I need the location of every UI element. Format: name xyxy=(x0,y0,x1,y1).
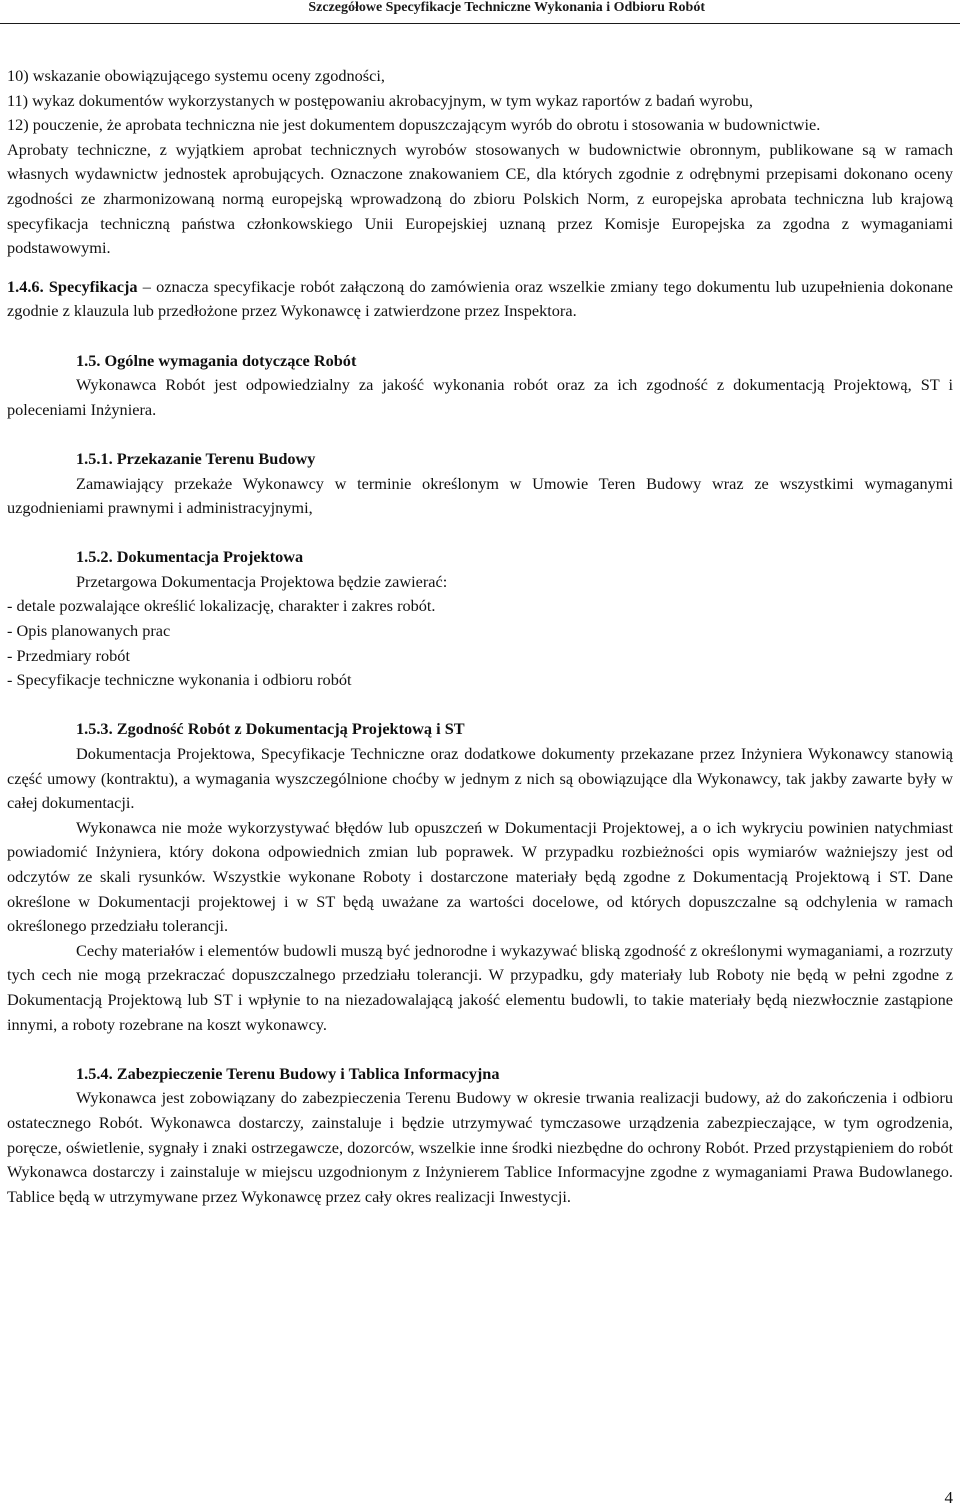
section-1-5-1-text: Zamawiający przekaże Wykonawcy w terminie określonym w Umowie Teren Budowy wraz ze wszystkimi wymaganymi uzgodnieniami prawnymi i administracyjnymi, xyxy=(7,473,953,518)
section-1-5-3-p3: Cechy materiałów i elementów budowli muszą być jednorodne i wykazywać bliską zgodność z określonymi wymaganiami, a rozrzuty tych cech nie mogą przekraczać dopuszczalnego przedziału tolerancji. W przypadku, gdy materiały lub Roboty nie będą w pełni zgodne z Dokumentacją Projektową lub ST i wpłynie to na niezadowalającą jakość elementu budowli, to takie materiały będą niezwłocznie zastąpione innymi, a roboty rozebrane na koszt wykonawcy. xyxy=(7,940,953,1034)
header-rule xyxy=(0,23,960,24)
list-item: - Opis planowanych prac xyxy=(7,621,171,641)
section-1-5-2-intro: Przetargowa Dokumentacja Projektowa będzie zawierać: xyxy=(76,571,448,591)
list-item: - detale pozwalające określić lokalizację, charakter i zakres robót. xyxy=(7,596,436,616)
section-1-5-2-heading: 1.5.2. Dokumentacja Projektowa xyxy=(76,547,304,567)
document-body xyxy=(7,64,953,1209)
section-1-5-3-p2: Wykonawca nie może wykorzystywać błędów lub opuszczeń w Dokumentacji Projektowej, a o ich wykryciu powinien natychmiast powiadomić Inżyniera, który dokona odpowiednich zmian lub poprawek. W przypadku rozbieżności opis wymiarów ważniejszy jest od odczytów ze skali rysunków. Wszystkie wykonane Roboty i dostarczone materiały będą zgodne z Dokumentacją Projektową i ST. Dane określone w Dokumentacji projektowej i w ST będą uważane za wartości docelowe, od których dopuszczalne są odchylenia w ramach określonego przedziału tolerancji. xyxy=(7,817,953,936)
section-1-5-text: Wykonawca Robót jest odpowiedzialny za jakość wykonania robót oraz za ich zgodność z dokumentacją Projektową, ST i poleceniami Inżyniera. xyxy=(7,375,953,419)
list-item: - Specyfikacje techniczne wykonania i odbioru robót xyxy=(7,670,352,690)
section-1-5-3-p1: Dokumentacja Projektowa, Specyfikacje Techniczne oraz dodatkowe dokumenty przekazane przez Inżyniera Wykonawcy stanowią część umowy (kontraktu), a wymagania wyszczególnione choćby w jednym z nich są obowiązujące dla Wykonawcy, tak jakby zawarte były w całej dokumentacji. xyxy=(7,744,953,813)
section-1-4-6-label: 1.4.6. Specyfikacja xyxy=(7,276,138,296)
page-number: 4 xyxy=(944,1488,953,1507)
running-header: Szczegółowe Specyfikacje Techniczne Wykonania i Odbioru Robót xyxy=(308,0,705,15)
list-item-10: 10) wskazanie obowiązującego systemu oceny zgodności, xyxy=(7,66,385,85)
aprobaty-paragraph: Aprobaty techniczne, z wyjątkiem aprobat technicznych wyrobów stosowanych w budownictwie obronnym, publikowane są w ramach własnych wydawnictw jednostek aprobujących. Oznaczone znakowaniem CE, dla których zgodnie z odrębnymi przepisami dokonano oceny zgodności ze zharmonizowaną normą europejską wprowadzoną do zbioru Polskich Norm, z europejska aprobata techniczna lub krajową specyfikacja techniczną państwa członkowskiego Unii Europejskiej uznaną przez Komisje Europejska za zgodna z wymaganiami podstawowymi. xyxy=(7,139,953,258)
section-1-5-4-heading: 1.5.4. Zabezpieczenie Terenu Budowy i Tablica Informacyjna xyxy=(76,1063,500,1083)
section-1-5-1-heading: 1.5.1. Przekazanie Terenu Budowy xyxy=(76,448,316,468)
list-item: - Przedmiary robót xyxy=(7,645,130,665)
section-1-4-6-text: ‒ oznacza specyfikacje robót załączoną do zamówienia oraz wszelkie zmiany tego dokumentu lub uzupełnienia dokonane zgodnie z klauzula lub przedłożone przez Wykonawcę i zatwierdzone przez Inspektora. xyxy=(7,276,953,321)
section-1-5-4-text: Wykonawca jest zobowiązany do zabezpieczenia Terenu Budowy w okresie trwania realizacji budowy, aż do zakończenia i odbioru ostatecznego Robót. Wykonawca dostarczy, zainstaluje i będzie utrzymywać tymczasowe urządzenia zabezpieczające, w tym ogrodzenia, poręcze, oświetlenie, sygnały i znaki ostrzegawcze, dozorców, wszelkie inne środki niezbędne do ochrony Robót. Przed przystąpieniem do robót Wykonawca dostarczy i zainstaluje w miejscu uzgodnionym z Inżynierem Tablice Informacyjne zgodne z wymaganiami Prawa Budowlanego. Tablice będą w utrzymywane przez Wykonawcę przez cały okres realizacji Inwestycji. xyxy=(7,1088,953,1206)
section-1-4-6 xyxy=(7,275,953,324)
list-item-11: 11) wykaz dokumentów wykorzystanych w postępowaniu akrobacyjnym, w tym wykaz raportów z badań wyrobu, xyxy=(7,90,753,110)
list-item-12: 12) pouczenie, że aprobata techniczna nie jest dokumentem dopuszczającym wyrób do obrotu i stosowania w budownictwie. xyxy=(7,115,821,135)
section-1-5-3-heading: 1.5.3. Zgodność Robót z Dokumentacją Projektową i ST xyxy=(76,719,465,739)
section-1-5-heading: 1.5. Ogólne wymagania dotyczące Robót xyxy=(76,350,357,370)
